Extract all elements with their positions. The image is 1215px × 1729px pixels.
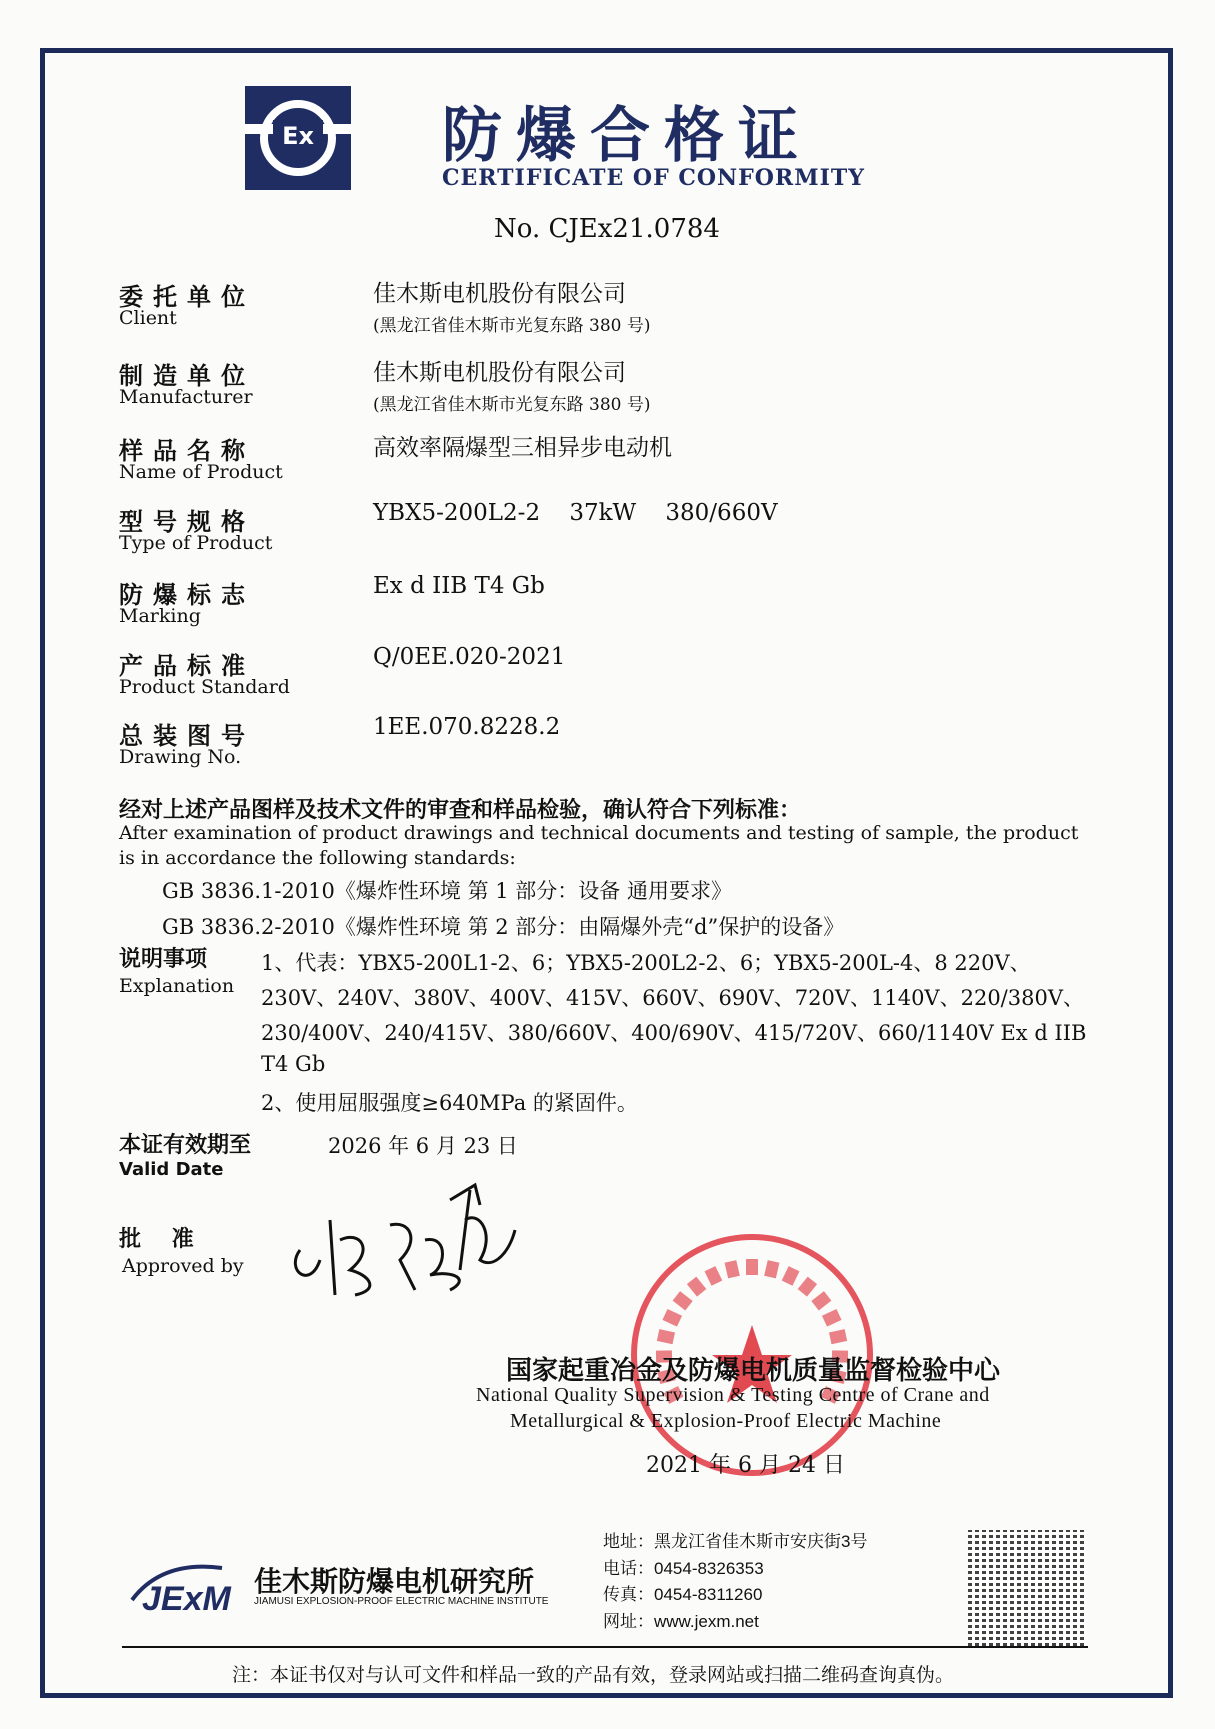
standard-1: GB 3836.1-2010《爆炸性环境 第 1 部分：设备 通用要求》 bbox=[162, 879, 732, 903]
website[interactable]: 网址：www.jexm.net bbox=[603, 1612, 759, 1631]
standard-2: GB 3836.2-2010《爆炸性环境 第 2 部分：由隔爆外壳“d”保护的设备》 bbox=[162, 915, 845, 939]
svg-text:Ex: Ex bbox=[282, 122, 314, 150]
field-label-cn: 制造单位 bbox=[119, 362, 255, 390]
phone: 电话：0454-8326353 bbox=[603, 1559, 764, 1578]
explanation-label-cn: 说明事项 bbox=[119, 947, 208, 972]
field-label-en: Product Standard bbox=[119, 676, 290, 698]
stamp-glyph-mark bbox=[705, 1266, 723, 1286]
ex-logo bbox=[245, 86, 351, 190]
field-label-en: Manufacturer bbox=[119, 386, 253, 408]
qr-code[interactable] bbox=[968, 1530, 1086, 1646]
field-label-cn: 总装图号 bbox=[119, 722, 255, 750]
stamp-glyph-mark bbox=[811, 1291, 831, 1310]
field-value: YBX5-200L2-2 37kW 380/660V bbox=[373, 500, 778, 526]
certificate-number: No. CJEx21.0784 bbox=[494, 214, 720, 244]
address: 地址：黑龙江省佳木斯市安庆街3号 bbox=[603, 1532, 868, 1551]
certificate-subtitle: CERTIFICATE OF CONFORMITY bbox=[442, 165, 865, 191]
field-label-cn: 样品名称 bbox=[119, 437, 255, 465]
signature bbox=[280, 1180, 540, 1310]
certificate-title: 防爆合格证 bbox=[442, 101, 812, 171]
field-value: 佳木斯电机股份有限公司 bbox=[373, 360, 626, 386]
stamp-glyph-mark bbox=[829, 1329, 847, 1344]
approved-label-en: Approved by bbox=[122, 1255, 244, 1277]
field-value: 佳木斯电机股份有限公司 bbox=[373, 281, 626, 307]
explanation-line: T4 Gb bbox=[261, 1052, 326, 1076]
field-label-cn: 产品标准 bbox=[119, 652, 255, 680]
field-label-cn: 委托单位 bbox=[119, 283, 255, 311]
field-label-en: Type of Product bbox=[119, 532, 273, 554]
field-value: Q/0EE.020-2021 bbox=[373, 644, 566, 670]
explanation-line: 2、使用屈服强度≥640MPa 的紧固件。 bbox=[261, 1091, 638, 1115]
explanation-label-en: Explanation bbox=[119, 975, 235, 997]
stamp-glyph-mark bbox=[673, 1291, 693, 1310]
fax: 传真：0454-8311260 bbox=[603, 1585, 763, 1604]
stamp-glyph-mark bbox=[782, 1266, 800, 1286]
institute-name-en: JIAMUSI EXPLOSION-PROOF ELECTRIC MACHINE INSTITUTE bbox=[254, 1596, 549, 1607]
jexm-logo bbox=[122, 1560, 242, 1624]
stamp-glyph-mark bbox=[657, 1329, 675, 1344]
issuer-name-cn: 国家起重冶金及防爆电机质量监督检验中心 bbox=[506, 1356, 1001, 1386]
field-value: Ex d IIB T4 Gb bbox=[373, 573, 545, 599]
field-label-en: Marking bbox=[119, 605, 201, 627]
valid-label-cn: 本证有效期至 bbox=[119, 1133, 252, 1158]
field-address: (黑龙江省佳木斯市光复东路 380 号) bbox=[373, 395, 651, 415]
institute-name-cn: 佳木斯防爆电机研究所 bbox=[254, 1566, 535, 1597]
approved-label-cn: 批 准 bbox=[119, 1227, 194, 1252]
statement-cn: 经对上述产品图样及技术文件的审查和样品检验，确认符合下列标准： bbox=[119, 798, 802, 823]
field-value: 1EE.070.8228.2 bbox=[373, 714, 561, 740]
field-label-en: Client bbox=[119, 307, 177, 329]
field-value: 高效率隔爆型三相异步电动机 bbox=[373, 435, 672, 461]
svg-text:JExM: JExM bbox=[142, 1580, 231, 1618]
explanation-line: 1、代表：YBX5-200L1-2、6；YBX5-200L2-2、6；YBX5-200L-4、8 220V、 bbox=[261, 951, 1031, 975]
statement-en-1: After examination of product drawings and technical documents and testing of sample, the product bbox=[119, 822, 1079, 844]
stamp-glyph-mark bbox=[687, 1277, 706, 1297]
footer-note: 注：本证书仅对与认可文件和样品一致的产品有效，登录网站或扫描二维码查询真伪。 bbox=[232, 1665, 955, 1686]
explanation-line: 230V、240V、380V、400V、415V、660V、690V、720V、1140V、220/380V、 bbox=[261, 986, 1084, 1010]
field-label-cn: 型号规格 bbox=[119, 508, 255, 536]
stamp-glyph-mark bbox=[725, 1260, 740, 1278]
stamp-glyph-mark bbox=[746, 1259, 758, 1275]
footer-divider bbox=[122, 1646, 1088, 1648]
field-address: (黑龙江省佳木斯市光复东路 380 号) bbox=[373, 316, 651, 336]
stamp-glyph-mark bbox=[822, 1309, 842, 1327]
explanation-line: 230/400V、240/415V、380/660V、400/690V、415/720V、660/1140V Ex d IIB bbox=[261, 1021, 1087, 1045]
statement-en-2: is in accordance the following standards: bbox=[119, 847, 516, 869]
valid-label-en: Valid Date bbox=[119, 1159, 224, 1180]
stamp-glyph-mark bbox=[764, 1260, 779, 1278]
issuer-name-en-2: Metallurgical & Explosion-Proof Electric Machine bbox=[510, 1410, 942, 1432]
stamp-glyph-mark bbox=[798, 1277, 817, 1297]
issuer-name-en-1: National Quality Supervision & Testing Centre of Crane and bbox=[476, 1384, 990, 1406]
field-label-en: Name of Product bbox=[119, 461, 283, 483]
valid-date: 2026 年 6 月 23 日 bbox=[328, 1134, 518, 1158]
field-label-en: Drawing No. bbox=[119, 746, 242, 768]
issue-date: 2021 年 6 月 24 日 bbox=[646, 1453, 845, 1478]
field-label-cn: 防爆标志 bbox=[119, 581, 255, 609]
stamp-glyph-mark bbox=[662, 1309, 682, 1327]
